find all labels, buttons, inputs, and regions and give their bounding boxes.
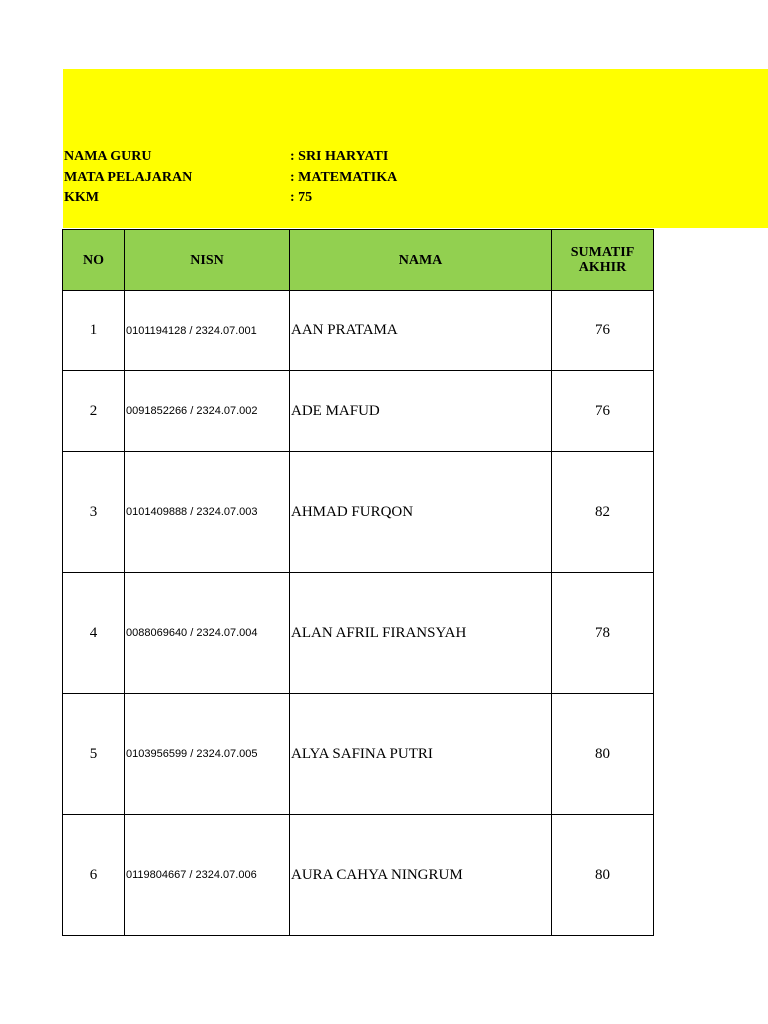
row-nama: AURA CAHYA NINGRUM <box>290 815 552 936</box>
row-no: 1 <box>63 291 125 371</box>
row-nama: ADE MAFUD <box>290 371 552 452</box>
row-no: 4 <box>63 573 125 694</box>
header-band <box>63 69 768 228</box>
table-row <box>63 815 654 936</box>
row-score: 80 <box>552 815 654 936</box>
row-score: 76 <box>552 291 654 371</box>
header-sumatif-line1: SUMATIF <box>570 245 635 260</box>
row-nisn: 0119804667 / 2324.07.006 <box>125 815 290 936</box>
row-score: 80 <box>552 694 654 815</box>
row-nisn: 0103956599 / 2324.07.005 <box>125 694 290 815</box>
header-sumatif-akhir <box>552 230 654 291</box>
row-no: 6 <box>63 815 125 936</box>
subject-label: MATA PELAJARAN <box>64 170 193 185</box>
row-no: 3 <box>63 452 125 573</box>
table-header-row <box>63 230 654 291</box>
row-nisn: 0101194128 / 2324.07.001 <box>125 291 290 371</box>
header-sumatif-line2: AKHIR <box>578 260 627 275</box>
row-no: 5 <box>63 694 125 815</box>
table-row <box>63 452 654 573</box>
kkm-value: : 75 <box>290 190 313 205</box>
row-nisn: 0101409888 / 2324.07.003 <box>125 452 290 573</box>
row-nisn: 0088069640 / 2324.07.004 <box>125 573 290 694</box>
subject-value: : MATEMATIKA <box>290 170 398 185</box>
row-nama: ALYA SAFINA PUTRI <box>290 694 552 815</box>
table-row <box>63 573 654 694</box>
header-nama: NAMA <box>290 230 552 291</box>
table-row <box>63 694 654 815</box>
table-row <box>63 371 654 452</box>
row-score: 82 <box>552 452 654 573</box>
row-no: 2 <box>63 371 125 452</box>
row-nisn: 0091852266 / 2324.07.002 <box>125 371 290 452</box>
grades-table <box>62 229 654 936</box>
kkm-label: KKM <box>64 190 99 205</box>
row-score: 76 <box>552 371 654 452</box>
header-nisn: NISN <box>125 230 290 291</box>
teacher-label: NAMA GURU <box>64 149 152 164</box>
header-no: NO <box>63 230 125 291</box>
row-score: 78 <box>552 573 654 694</box>
row-nama: ALAN AFRIL FIRANSYAH <box>290 573 552 694</box>
row-nama: AHMAD FURQON <box>290 452 552 573</box>
teacher-value: : SRI HARYATI <box>290 149 389 164</box>
table-row <box>63 291 654 371</box>
row-nama: AAN PRATAMA <box>290 291 552 371</box>
